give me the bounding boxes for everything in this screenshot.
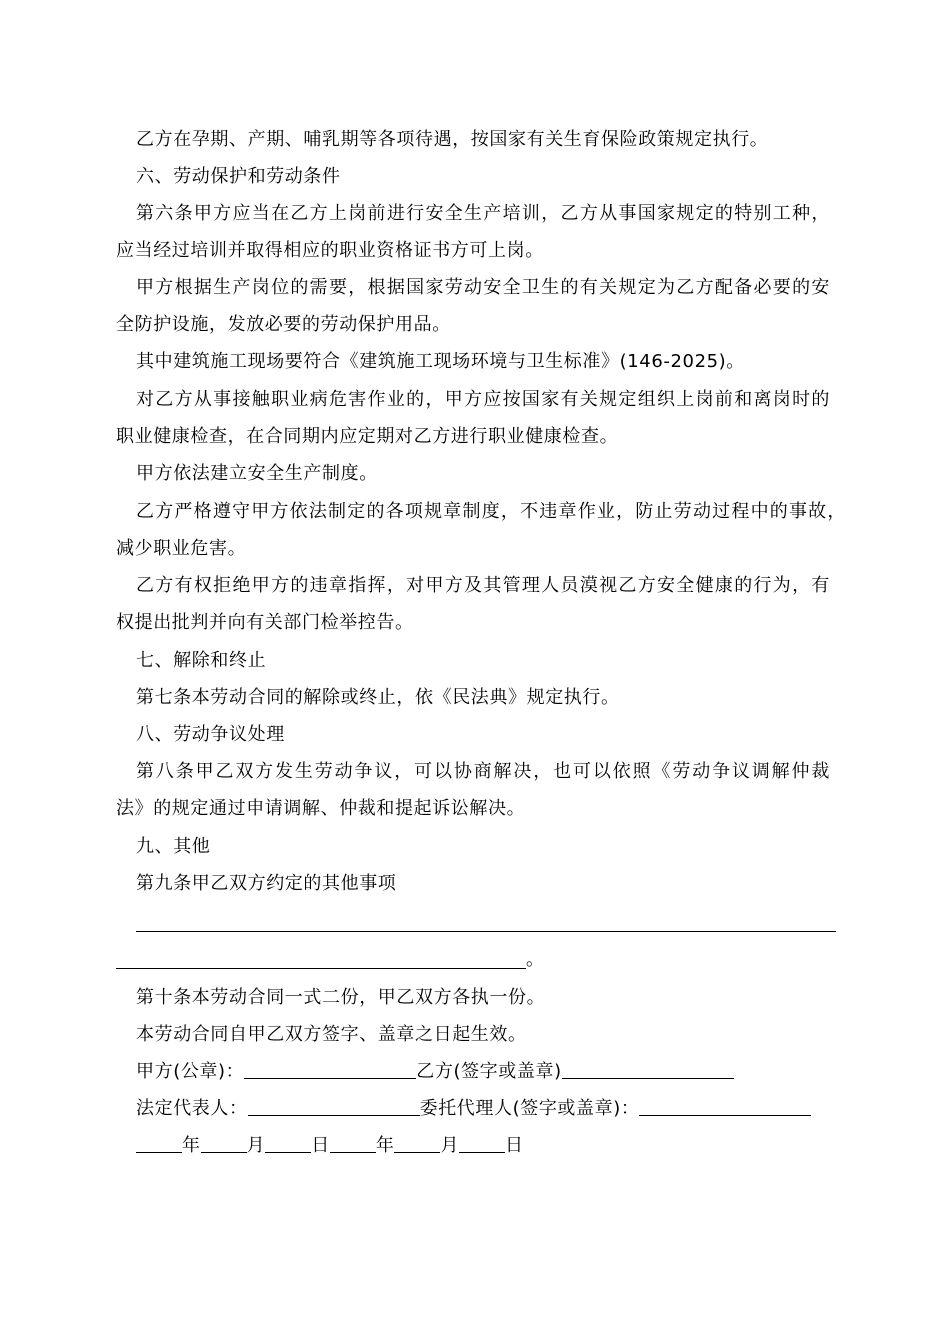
paragraph-maternity: 乙方在孕期、产期、哺乳期等各项待遇，按国家有关生育保险政策规定执行。 bbox=[136, 129, 769, 150]
paragraph-article-9: 第九条甲乙双方约定的其他事项 bbox=[136, 873, 397, 894]
date-a-day-blank[interactable] bbox=[265, 1134, 311, 1153]
paragraph-rules-compliance-line-2: 减少职业危害。 bbox=[116, 538, 247, 559]
agent-blank[interactable] bbox=[639, 1097, 811, 1116]
date-a-year-label: 年 bbox=[182, 1135, 201, 1156]
paragraph-article-6-line-2: 应当经过培训并取得相应的职业资格证书方可上岗。 bbox=[116, 240, 544, 261]
paragraph-article-8-line-2: 法》的规定通过申请调解、仲裁和提起诉讼解决。 bbox=[116, 798, 526, 819]
paragraph-construction-standard: 其中建筑施工现场要符合《建筑施工现场环境与卫生标准》(146-2025)。 bbox=[136, 351, 745, 372]
paragraph-protective-equipment-line-2: 全防护设施，发放必要的劳动保护用品。 bbox=[116, 314, 451, 335]
paragraph-safety-system: 甲方依法建立安全生产制度。 bbox=[136, 463, 378, 484]
paragraph-article-8-line-1: 第八条甲乙双方发生劳动争议，可以协商解决，也可以依照《劳动争议调解仲裁 bbox=[136, 761, 830, 782]
section-heading-other: 九、其他 bbox=[136, 836, 211, 857]
section-heading-termination: 七、解除和终止 bbox=[136, 650, 267, 671]
date-b-month-blank[interactable] bbox=[394, 1134, 440, 1153]
paragraph-article-7: 第七条本劳动合同的解除或终止，依《民法典》规定执行。 bbox=[136, 687, 620, 708]
date-a-month-label: 月 bbox=[246, 1135, 266, 1156]
party-a-label: 甲方(公章)： bbox=[136, 1061, 245, 1082]
section-heading-labor-protection: 六、劳动保护和劳动条件 bbox=[136, 166, 341, 187]
paragraph-effective-date: 本劳动合同自甲乙双方签字、盖章之日起生效。 bbox=[136, 1024, 527, 1045]
date-a-year-blank[interactable] bbox=[136, 1134, 182, 1153]
date-a-day-label: 日 bbox=[311, 1135, 330, 1156]
paragraph-health-check-line-2: 职业健康检查，在合同期内应定期对乙方进行职业健康检查。 bbox=[116, 426, 619, 447]
paragraph-rules-compliance-line-1: 乙方严格遵守甲方依法制定的各项规章制度，不违章作业，防止劳动过程中的事故， bbox=[136, 501, 846, 522]
signature-row-dates bbox=[136, 1134, 856, 1158]
fill-in-line-1[interactable] bbox=[136, 931, 836, 932]
signature-row-parties bbox=[136, 1060, 856, 1084]
signature-row-representatives bbox=[136, 1097, 856, 1121]
party-b-blank[interactable] bbox=[562, 1060, 734, 1079]
fill-in-line-2[interactable] bbox=[116, 968, 526, 969]
paragraph-refuse-violation-line-1: 乙方有权拒绝甲方的违章指挥，对甲方及其管理人员漠视乙方安全健康的行为，有 bbox=[136, 575, 830, 596]
party-b-label: 乙方(签字或盖章) bbox=[416, 1061, 562, 1082]
section-heading-labor-dispute: 八、劳动争议处理 bbox=[136, 724, 285, 745]
paragraph-article-6-line-1: 第六条甲方应当在乙方上岗前进行安全生产培训，乙方从事国家规定的特别工种， bbox=[136, 203, 830, 224]
legal-rep-label: 法定代表人： bbox=[136, 1098, 248, 1119]
fill-in-period: 。 bbox=[526, 949, 545, 970]
paragraph-health-check-line-1: 对乙方从事接触职业病危害作业的，甲方应按国家有关规定组织上岗前和离岗时的 bbox=[136, 389, 830, 410]
date-b-year-blank[interactable] bbox=[330, 1134, 376, 1153]
paragraph-article-10: 第十条本劳动合同一式二份，甲乙双方各执一份。 bbox=[136, 987, 546, 1008]
date-b-year-label: 年 bbox=[375, 1135, 395, 1156]
date-b-day-label: 日 bbox=[505, 1135, 524, 1156]
agent-label: 委托代理人(签字或盖章)： bbox=[419, 1098, 640, 1119]
date-b-day-blank[interactable] bbox=[459, 1134, 505, 1153]
party-a-blank[interactable] bbox=[244, 1060, 416, 1079]
paragraph-refuse-violation-line-2: 权提出批判并向有关部门检举控告。 bbox=[116, 612, 414, 633]
date-a-month-blank[interactable] bbox=[201, 1134, 247, 1153]
paragraph-protective-equipment-line-1: 甲方根据生产岗位的需要，根据国家劳动安全卫生的有关规定为乙方配备必要的安 bbox=[136, 277, 830, 298]
date-b-month-label: 月 bbox=[440, 1135, 460, 1156]
legal-rep-blank[interactable] bbox=[248, 1097, 420, 1116]
